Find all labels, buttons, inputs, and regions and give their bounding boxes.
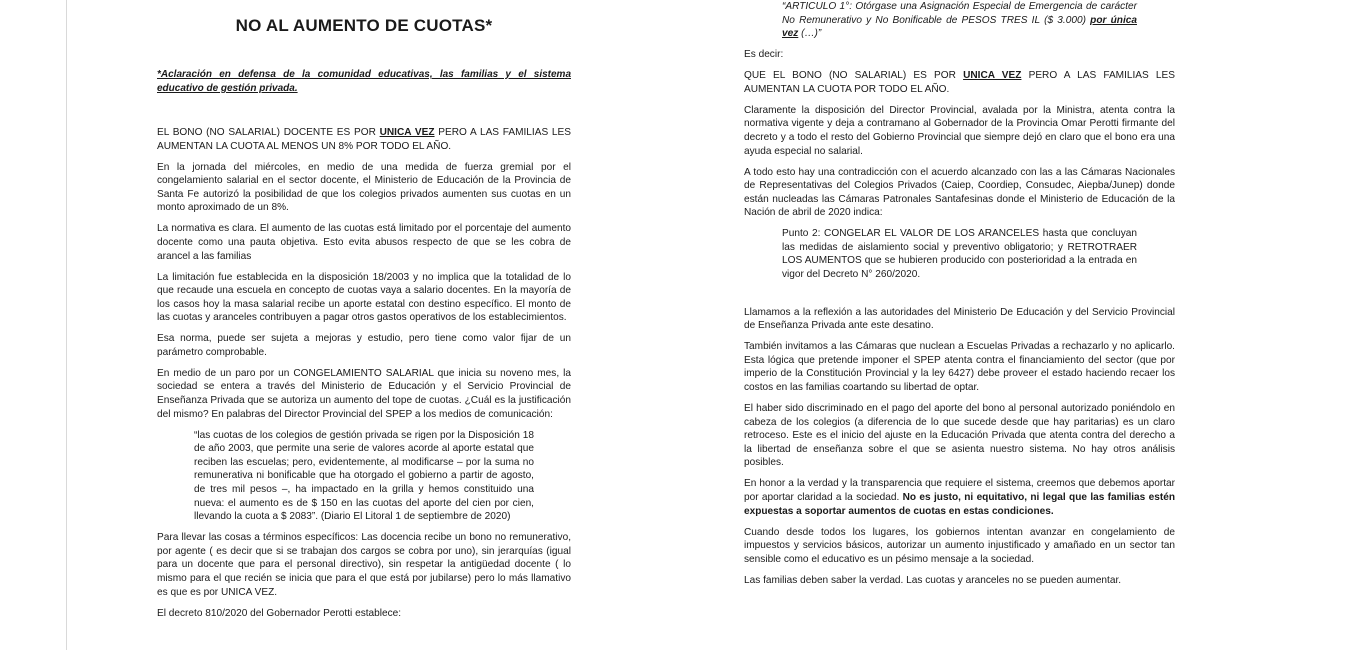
paragraph <box>744 477 1175 518</box>
left-page <box>157 0 571 628</box>
text-segment: EL BONO (NO SALARIAL) DOCENTE ES POR <box>157 127 380 138</box>
text-segment: En honor a la verdad y la transparencia que requiere el sistema, creemos que debemos aportar por aportar claridad a la sociedad. <box>744 478 1175 503</box>
director-quote: “las cuotas de los colegios de gestión privada se rigen por la Disposición 18 de año 2003, que permite una serie de valores acorde al aporte estatal que reciben las escuelas; pero, evidentemente, al modificarse – por la suma no remunerativa ni bonificable que ha otorgado el gobierno a partir de agosto, de tres mil pesos –, ha impactado en la grilla y hemos constituido una nueva: el aumento es de $ 150 en las cuotas del aporte del cien por cien, llevando la cuota a $ 2083”. (Diario El Litoral 1 de septiembre de 2020) <box>194 429 534 523</box>
text-segment: PERO A LAS FAMILIAS LES AUMENTAN LA CUOTA AL MENOS UN 8% POR TODO EL AÑO. <box>157 127 571 152</box>
paragraph: Cuando desde todos los lugares, los gobiernos intentan avanzar en congelamiento de impuestos y servicios básicos, autorizar un aumento injustificado y amañado en un sector tan sensible como el educativo es un pésimo mensaje a la sociedad. <box>744 526 1175 565</box>
paragraph: La normativa es clara. El aumento de las cuotas está limitado por el porcentaje del aumento docente como una pauta objetiva. Esto evita abusos respecto de que se les cobra de arancel a las familias <box>157 223 571 262</box>
paragraph: La limitación fue establecida en la disposición 18/2003 y no implica que la totalidad de lo que recaude una escuela en concepto de cuotas vaya a salario docentes. En la mayoría de los casos hoy la masa salarial recibe un aporte estatal con destino específico. El monto de las cuotas y aranceles contribuyen a pagar otros gastos operativos de los establecimientos. <box>157 271 571 324</box>
paragraph: Las familias deben saber la verdad. Las cuotas y aranceles no se pueden aumentar. <box>744 574 1122 586</box>
paragraph-bono-unica-vez <box>157 126 571 153</box>
paragraph: A todo esto hay una contradicción con el acuerdo alcanzado con las a las Cámaras Nacionales de Representativas del Colegios Privados (Caiep, Coordiep, Consudec, Aiepba/Junep) donde están nucleadas las Cámaras Patronales Santafesinas donde el Ministerio de Educación de la Nación de abril de 2020 indica: <box>744 166 1175 219</box>
paragraph-bono-unica-vez <box>744 69 1175 96</box>
page-margin-line <box>66 0 67 650</box>
decree-article-quote <box>744 0 1137 41</box>
paragraph: Esa norma, puede ser sujeta a mejoras y estudio, pero tiene como valor fijar de un parámetro comprobable. <box>157 333 571 358</box>
paragraph: Para llevar las cosas a términos específicos: Las docencia recibe un bono no remunerativo, por agente ( es decir que si se trabajan dos cargos se cobra por uno), sin jerarquías (igual para un docente que para el personal directivo), sin respetar la antigüedad docente ( lo mismo para el que recién se inicia que para el que está por jubilarse) pero lo más llamativo es que es por UNICA VEZ. <box>157 532 571 598</box>
paragraph: En la jornada del miércoles, en medio de una medida de fuerza gremial por el congelamiento salarial en el sector docente, el Ministerio de Educación de la Provincia de Santa Fe autorizó la posibilidad de que los colegios privados aumenten sus cuotas en un monto aproximado de un 8%. <box>157 161 571 214</box>
right-page <box>744 0 1175 595</box>
clarification-note: *Aclaración en defensa de la comunidad educativas, las familias y el sistema educativo de gestión privada. <box>157 69 571 94</box>
text-segment: PERO A LAS FAMILIAS LES AUMENTAN LA CUOTA POR TODO EL AÑO. <box>744 70 1175 95</box>
paragraph: Claramente la disposición del Director Provincial, avalada por la Ministra, atenta contra la normativa vigente y deja a contramano al Gobernador de la Provincia Omar Perotti firmante del decreto y a todo el resto del Gobierno Provincial que siempre dejó en claro que el bono era una ayuda especial no salarial. <box>744 104 1175 157</box>
bold-statement: No es justo, ni equitativo, ni legal que las familias estén expuestas a soportar aumentos de cuotas en estas condiciones. <box>744 491 1175 517</box>
agreement-quote: Punto 2: CONGELAR EL VALOR DE LOS ARANCELES hasta que concluyan las medidas de aislamiento social y preventivo obligatorio; y RETROTRAER LOS AUMENTOS que se hubieren producido con posterioridad a la entrada en vigor del Decreto N° 260/2020. <box>782 228 1137 281</box>
emphasis-unica-vez: UNICA VEZ <box>379 127 435 138</box>
page-title: NO AL AUMENTO DE CUOTAS* <box>235 16 493 35</box>
paragraph: En medio de un paro por un CONGELAMIENTO SALARIAL que inicia su noveno mes, la sociedad se entera a través del Ministerio de Educación y el Servicio Provincial de Enseñanza Privada que se autoriza un aumento del tope de cuotas. ¿Cuál es la justificación del mismo? En palabras del Director Provincial del SPEP a los medios de comunicación: <box>157 367 571 420</box>
text-segment: “ARTICULO 1°: Otórgase una Asignación Especial de Emergencia de carácter No Remunerativo y No Bonificable de PESOS TRES IL ($ 3.000) <box>782 1 1137 26</box>
paragraph: Es decir: <box>744 49 784 61</box>
text-segment: (…)” <box>798 28 822 40</box>
emphasis-unica-vez: UNICA VEZ <box>963 70 1022 82</box>
text-segment: QUE EL BONO (NO SALARIAL) ES POR <box>744 70 964 82</box>
paragraph: El decreto 810/2020 del Gobernador Perotti establece: <box>157 607 402 619</box>
paragraph: El haber sido discriminado en el pago del aporte del bono al personal autorizado poniéndolo en cabeza de los colegios (a diferencia de lo que sucede desde que hay paritarias) es un claro retroceso. Este es el inicio del ajuste en la Educación Privada que atenta contra del derecho a la libertad de enseñanza sobre el que se asienta nuestro sistema. No hay otros análisis posibles. <box>744 402 1175 469</box>
emphasis-unica-vez: por única vez <box>782 14 1137 40</box>
paragraph: Llamamos a la reflexión a las autoridades del Ministerio De Educación y del Servicio Provincial de Enseñanza Privada ante este desatino. <box>744 306 1175 332</box>
paragraph: También invitamos a las Cámaras que nuclean a Escuelas Privadas a rechazarlo y no aplicarlo. Esta lógica que pretende imponer el SPEP atenta contra el financiamiento del sector (que por imperio de la Constitución Provincial y la ley 6427) debe proveer el estado haciendo recaer los costos en las familias coartando su libertad de optar. <box>744 341 1175 393</box>
